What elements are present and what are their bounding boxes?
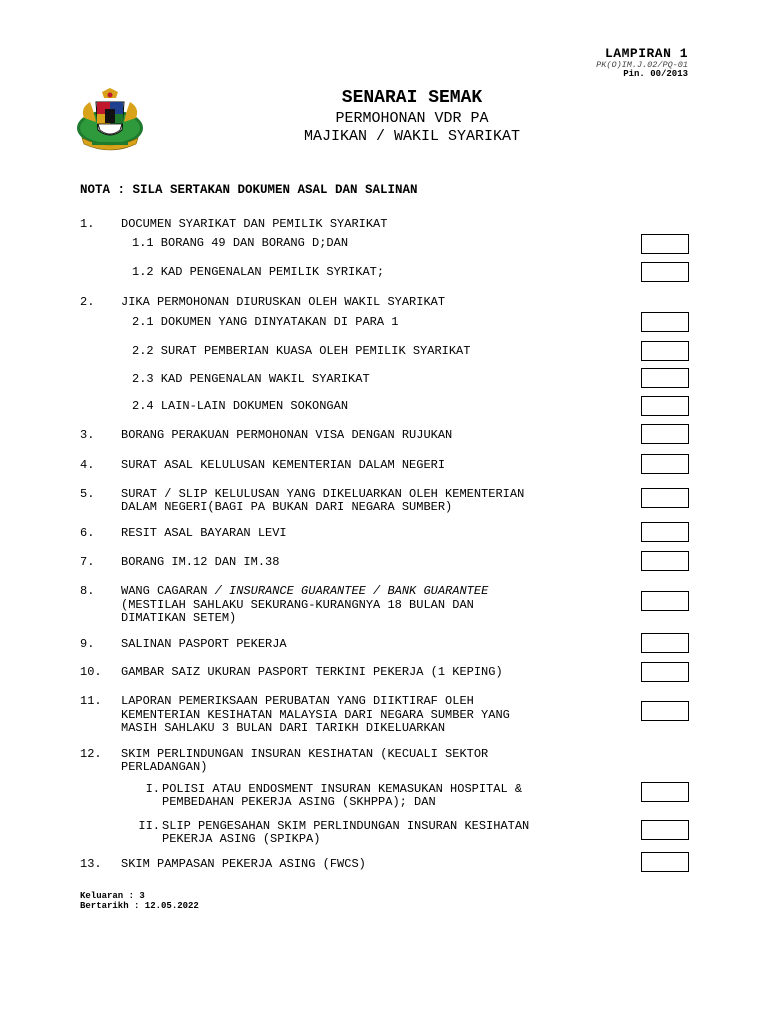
lampiran-label: LAMPIRAN 1	[604, 46, 688, 61]
item-text-line: LAPORAN PEMERIKSAAN PERUBATAN YANG DIIKTIRAF OLEH	[121, 694, 474, 708]
item-text: JIKA PERMOHONAN DIURUSKAN OLEH WAKIL SYARIKAT	[121, 295, 446, 309]
subitem-text-line: PEMBEDAHAN PEKERJA ASING (SKHPPA); DAN	[162, 795, 436, 809]
subitem-text: 2.3 KAD PENGENALAN WAKIL SYARIKAT	[132, 372, 370, 386]
note-text: NOTA : SILA SERTAKAN DOKUMEN ASAL DAN SALINAN	[80, 183, 418, 197]
item-text: BORANG IM.12 DAN IM.38	[121, 555, 280, 569]
checkbox-13[interactable]	[641, 852, 689, 872]
item-text-line: MASIH SAHLAKU 3 BULAN DARI TARIKH DIKELUARKAN	[121, 721, 446, 735]
checkbox-2-3[interactable]	[641, 368, 689, 388]
checkbox-12-i[interactable]	[641, 782, 689, 802]
document-subtitle-2: MAJIKAN / WAKIL SYARIKAT	[303, 128, 521, 145]
subitem-text: 1.2 KAD PENGENALAN PEMILIK SYRIKAT;	[132, 265, 385, 279]
item-8-prefix: WANG CAGARAN	[121, 584, 215, 598]
checkbox-4[interactable]	[641, 454, 689, 474]
subitem-text-line: SLIP PENGESAHAN SKIM PERLINDUNGAN INSURAN KESIHATAN	[162, 819, 530, 833]
item-text-line: KEMENTERIAN KESIHATAN MALAYSIA DARI NEGARA SUMBER YANG	[121, 708, 510, 722]
item-number: 7.	[80, 555, 95, 569]
item-number: 11.	[80, 694, 102, 708]
checkbox-2-2[interactable]	[641, 341, 689, 361]
item-number: 2.	[80, 295, 95, 309]
footer	[80, 891, 199, 911]
checkbox-9[interactable]	[641, 633, 689, 653]
checkbox-2-1[interactable]	[641, 312, 689, 332]
checkbox-6[interactable]	[641, 522, 689, 542]
item-text-line: (MESTILAH SAHLAKU SEKURANG-KURANGNYA 18 BULAN DAN	[121, 598, 474, 612]
subitem-number: I.	[145, 782, 160, 796]
subitem-text-line: PEKERJA ASING (SPIKPA)	[162, 832, 321, 846]
checkbox-8[interactable]	[641, 591, 689, 611]
item-number: 13.	[80, 857, 102, 871]
item-text: SALINAN PASPORT PEKERJA	[121, 637, 287, 651]
item-text: BORANG PERAKUAN PERMOHONAN VISA DENGAN RUJUKAN	[121, 428, 453, 442]
item-text-line: DIMATIKAN SETEM)	[121, 611, 237, 625]
item-number: 6.	[80, 526, 95, 540]
item-number: 9.	[80, 637, 95, 651]
subitem-text: 2.1 DOKUMEN YANG DINYATAKAN DI PARA 1	[132, 315, 399, 329]
item-text-line: DALAM NEGERI(BAGI PA BUKAN DARI NEGARA SUMBER)	[121, 500, 453, 514]
item-text-line: SURAT / SLIP KELULUSAN YANG DIKELUARKAN OLEH KEMENTERIAN	[121, 487, 525, 501]
subitem-text: 2.2 SURAT PEMBERIAN KUASA OLEH PEMILIK SYARIKAT	[132, 344, 471, 358]
checkbox-1-1[interactable]	[641, 234, 689, 254]
item-text-line	[121, 585, 488, 598]
subitem-text: 2.4 LAIN-LAIN DOKUMEN SOKONGAN	[132, 399, 349, 413]
item-number: 5.	[80, 487, 95, 501]
checkbox-10[interactable]	[641, 662, 689, 682]
item-number: 8.	[80, 584, 95, 598]
checkbox-12-ii[interactable]	[641, 820, 689, 840]
document-title: SENARAI SEMAK	[341, 88, 483, 108]
checkbox-7[interactable]	[641, 551, 689, 571]
subitem-text: 1.1 BORANG 49 DAN BORANG D;DAN	[132, 236, 349, 250]
item-text: RESIT ASAL BAYARAN LEVI	[121, 526, 287, 540]
item-number: 4.	[80, 458, 95, 472]
checkbox-2-4[interactable]	[641, 396, 689, 416]
item-8-italic: / INSURANCE GUARANTEE / BANK GUARANTEE	[214, 584, 489, 598]
item-text-line: SKIM PERLINDUNGAN INSURAN KESIHATAN (KECUALI SEKTOR	[121, 747, 489, 761]
document-subtitle-1: PERMOHONAN VDR PA	[335, 110, 489, 127]
item-text: SURAT ASAL KELULUSAN KEMENTERIAN DALAM NEGERI	[121, 458, 446, 472]
item-number: 12.	[80, 747, 102, 761]
item-text-line: PERLADANGAN)	[121, 760, 208, 774]
item-text: GAMBAR SAIZ UKURAN PASPORT TERKINI PEKERJA (1 KEPING)	[121, 665, 503, 679]
item-number: 3.	[80, 428, 95, 442]
item-number: 10.	[80, 665, 102, 679]
item-text: DOCUMEN SYARIKAT DAN PEMILIK SYARIKAT	[121, 217, 388, 231]
pin-code: Pin. 00/2013	[623, 69, 688, 79]
checkbox-3[interactable]	[641, 424, 689, 444]
checkbox-5[interactable]	[641, 488, 689, 508]
checkbox-1-2[interactable]	[641, 262, 689, 282]
item-text: SKIM PAMPASAN PEKERJA ASING (FWCS)	[121, 857, 366, 871]
checkbox-11[interactable]	[641, 701, 689, 721]
footer-bertarikh: Bertarikh : 12.05.2022	[80, 901, 199, 911]
item-number: 1.	[80, 217, 95, 231]
subitem-number: II.	[138, 819, 160, 833]
subitem-text-line: POLISI ATAU ENDOSMENT INSURAN KEMASUKAN HOSPITAL &	[162, 782, 523, 796]
reference-code: PK(O)IM.J.02/PQ-01	[596, 60, 688, 70]
footer-keluaran: Keluaran : 3	[80, 891, 145, 901]
